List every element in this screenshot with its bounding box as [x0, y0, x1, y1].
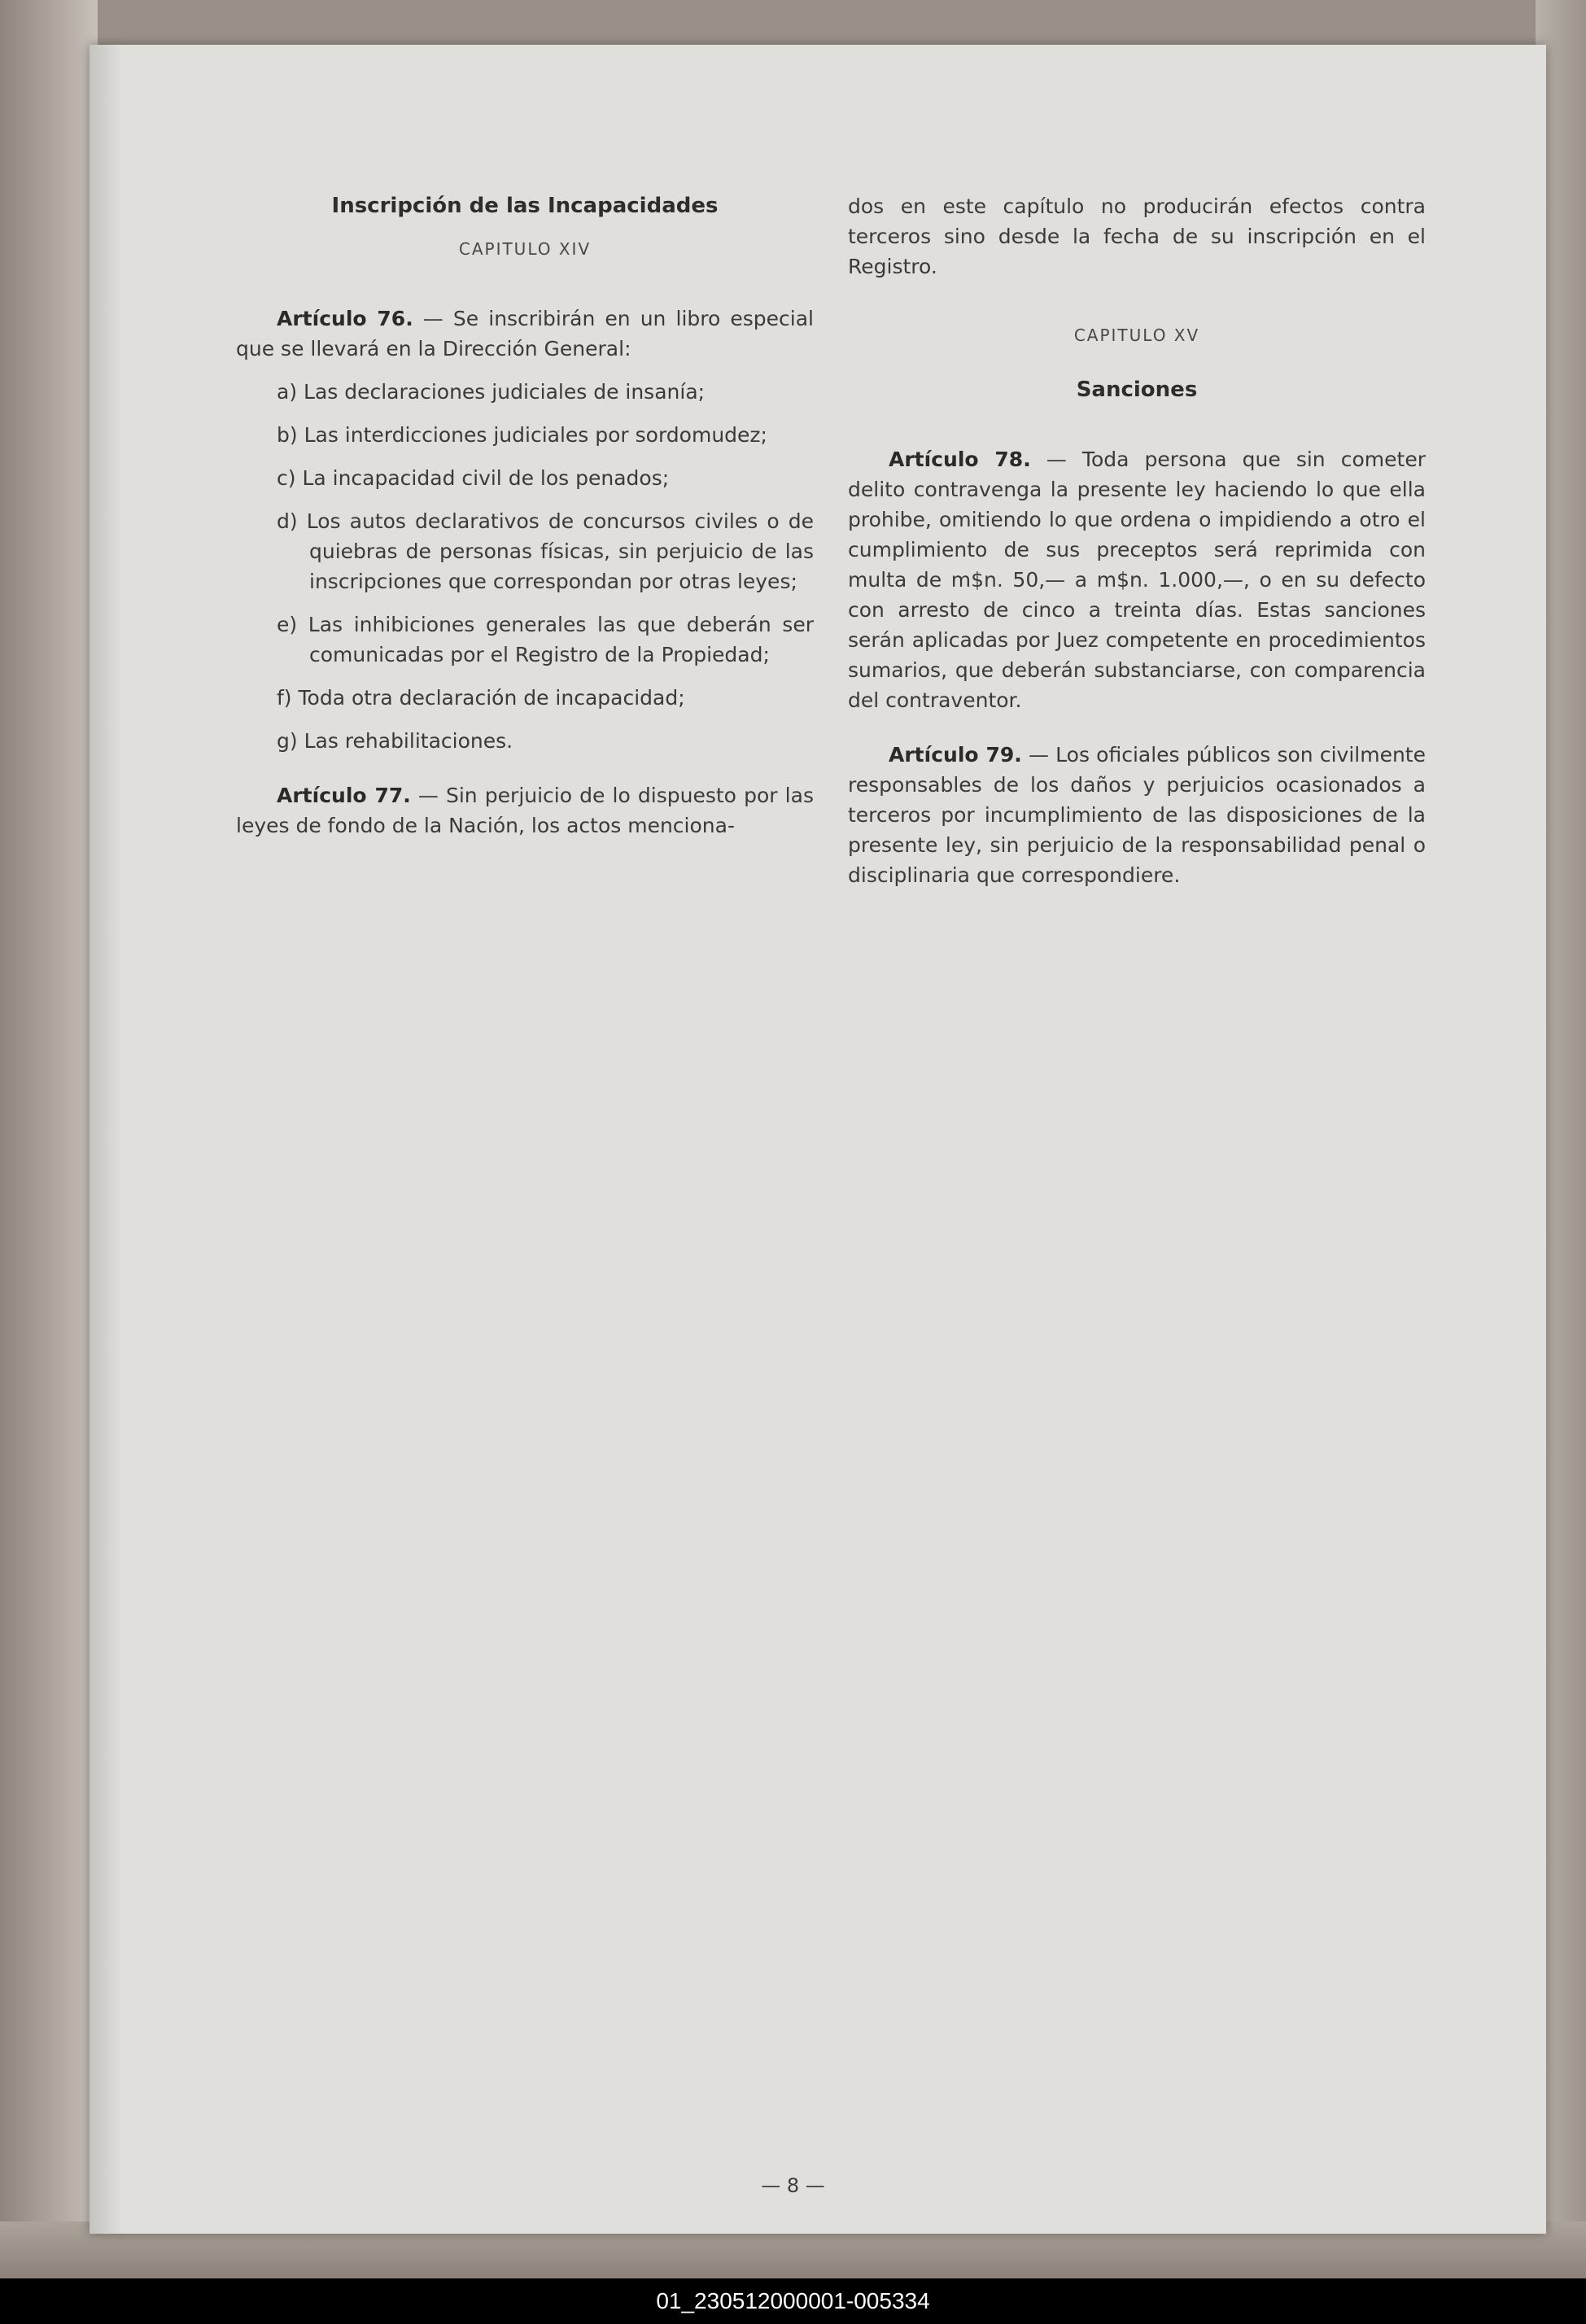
- right-column: [848, 191, 1426, 890]
- left-column: [236, 191, 814, 841]
- page-number: — 8 —: [761, 2174, 825, 2197]
- image-id-bar: 01_230512000001-005334: [0, 2278, 1586, 2324]
- article-77-number: Artículo 77.: [277, 784, 411, 807]
- article-79-number: Artículo 79.: [889, 743, 1022, 767]
- list-item: a) Las declaraciones judiciales de insanía;: [277, 380, 706, 404]
- article-77: [236, 780, 814, 841]
- list-item: g) Las rehabilitaciones.: [277, 729, 513, 753]
- chapter-xiv-label: CAPITULO XIV: [458, 239, 592, 259]
- article-79-text: — Los oficiales públicos son civilmente responsables de los daños y perjuicios ocasionados a terceros por incumplimiento de las disposiciones de la presente ley, sin perjuicio de la responsabilidad penal o disciplinaria que correspondiere.: [848, 743, 1426, 887]
- article-76: [236, 304, 814, 364]
- article-76-text: — Se inscribirán en un libro especial que se llevará en la Dirección General:: [236, 307, 814, 360]
- list-item: c) La incapacidad civil de los penados;: [277, 466, 670, 490]
- article-78-text: — Toda persona que sin cometer delito contravenga la presente ley haciendo lo que ella prohibe, omitiendo lo que ordena o impidiendo a otro el cumplimiento de sus preceptos será reprimida con multa de m$n. 50,— a m$n. 1.000,—, o en su defecto con arresto de cinco a treinta días. Estas sanciones serán aplicadas por Juez competente en procedimientos sumarios, que deberán substanciarse, con comparencia del contraventor.: [848, 448, 1426, 712]
- article-77-text: — Sin perjuicio de lo dispuesto por las leyes de fondo de la Nación, los actos menciona-: [236, 784, 814, 837]
- list-item: e) Las inhibiciones generales las que deberán ser comunicadas por el Registro de la Propiedad;: [277, 613, 814, 666]
- list-item: f) Toda otra declaración de incapacidad;: [277, 686, 685, 710]
- chapter-xv-title: Sanciones: [1076, 378, 1198, 402]
- chapter-xiv-title: Inscripción de las Incapacidades: [331, 194, 719, 218]
- book-cover-left: [0, 0, 98, 2278]
- article-78: [848, 444, 1426, 715]
- article-76-number: Artículo 76.: [277, 307, 413, 330]
- chapter-xv-label: CAPITULO XV: [1073, 325, 1200, 345]
- article-79: [848, 740, 1426, 890]
- list-item: d) Los autos declarativos de concursos civiles o de quiebras de personas físicas, sin perjuicio de las inscripciones que correspondan por otras leyes;: [277, 509, 814, 593]
- article-78-number: Artículo 78.: [889, 448, 1031, 471]
- list-item: b) Las interdicciones judiciales por sordomudez;: [277, 423, 767, 447]
- article-77-continuation: dos en este capítulo no producirán efectos contra terceros sino desde la fecha de su inscripción en el Registro.: [848, 194, 1426, 278]
- page-gutter-shadow: [90, 45, 122, 2234]
